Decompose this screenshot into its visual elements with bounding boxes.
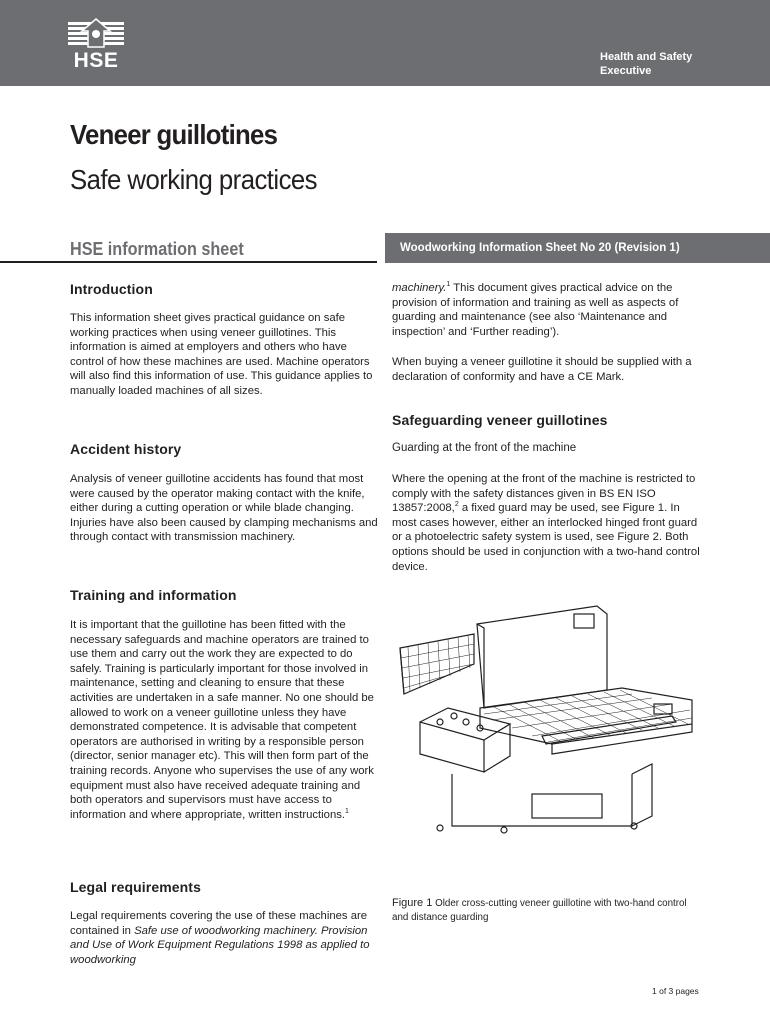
introduction-heading: Introduction: [70, 281, 153, 297]
guarding-text-body-2: a fixed guard may be used, see Figure 1. In most cases however, either an interlocked hinged front guard or a photoelectric safety system is used, see Figure 2. Both options should be used in conjunction with a two-hand control device.: [392, 502, 700, 573]
guarding-text-body: Where the opening at the front of the machine is restricted to comply with the safety distances given in BS EN ISO 13857:2008,: [392, 473, 696, 515]
page-title: Veneer guillotines: [70, 119, 278, 150]
guarding-text: [392, 472, 704, 574]
header-banner: [0, 0, 770, 86]
accident-history-heading: Accident history: [70, 441, 182, 457]
footnote-ref: 1: [446, 281, 451, 289]
legal-requirements-heading: Legal requirements: [70, 879, 201, 895]
page-subtitle: Safe working practices: [70, 164, 318, 195]
figure-caption-text: Older cross-cutting veneer guillotine with two-hand control and distance guarding: [392, 898, 687, 923]
continued-text: [392, 281, 704, 339]
veneer-guillotine-illustration: [392, 604, 702, 840]
legal-text-publication: Safe use of woodworking machinery. Provision and Use of Work Equipment Regulations 1998 as applied to woodworking: [70, 924, 370, 966]
training-text-body: It is important that the guillotine has been fitted with the necessary safeguards and machine operators are trained to use them and carry out the work they are expected to do safely. Training is particularly important for those involved in maintenance, setting and cleaning to ensure that these activities are undertaken in a safe manner. No one should be allowed to work on a veneer guillotine unless they have demonstrated competence. It is advisable that competent operators are authorised in writing by a responsible person (director, senior manager etc). This will then form part of the training records. Anyone who supervises the use of any work equipment must also have received adequate training and both operators and supervisors must have access to information and where appropriate, written instructions.: [70, 619, 374, 821]
footnote-ref: 2: [454, 501, 459, 509]
page-number: 1 of 3 pages: [652, 986, 699, 996]
accident-history-text: Analysis of veneer guillotine accidents has found that most were caused by the operator making contact with the knife, either during a cutting operation or while blade changing. Injuries have also been caused by clamping mechanisms and through contact with transmission machinery.: [70, 473, 378, 544]
training-text: [70, 618, 382, 822]
safeguarding-heading: Safeguarding veneer guillotines: [392, 412, 608, 428]
info-sheet-label: HSE information sheet: [70, 239, 244, 259]
header-rule: [0, 261, 377, 263]
introduction-text: This information sheet gives practical guidance on safe working practices when using veneer guillotines. This information is aimed at employers and others who have control of how these machines are used. Machine operators will also find this information of use. This guidance applies to manually loaded machines of all sizes.: [70, 312, 373, 397]
training-heading: Training and information: [70, 587, 237, 603]
figure-label: Figure 1: [392, 897, 433, 909]
continued-publication: machinery.: [392, 282, 447, 294]
hse-logo-text: HSE: [73, 49, 119, 72]
continued-text-body: This document gives practical advice on the provision of information and training as well as aspects of guarding and maintenance (see also ‘Maintenance and inspection’ and ‘Further reading’).: [392, 282, 679, 338]
footnote-ref: 1: [345, 807, 349, 815]
guarding-front-subheading: Guarding at the front of the machine: [392, 442, 577, 454]
figure-1-caption: [392, 896, 704, 925]
legal-text-body: Legal requirements covering the use of these machines are contained in: [70, 910, 368, 937]
sheet-number-tag: Woodworking Information Sheet No 20 (Revision 1): [385, 233, 770, 263]
legal-requirements-text: [70, 909, 382, 967]
buying-text: When buying a veneer guillotine it should be supplied with a declaration of conformity and have a CE Mark.: [392, 356, 692, 383]
organisation-name: Health and Safety Executive: [600, 51, 693, 77]
